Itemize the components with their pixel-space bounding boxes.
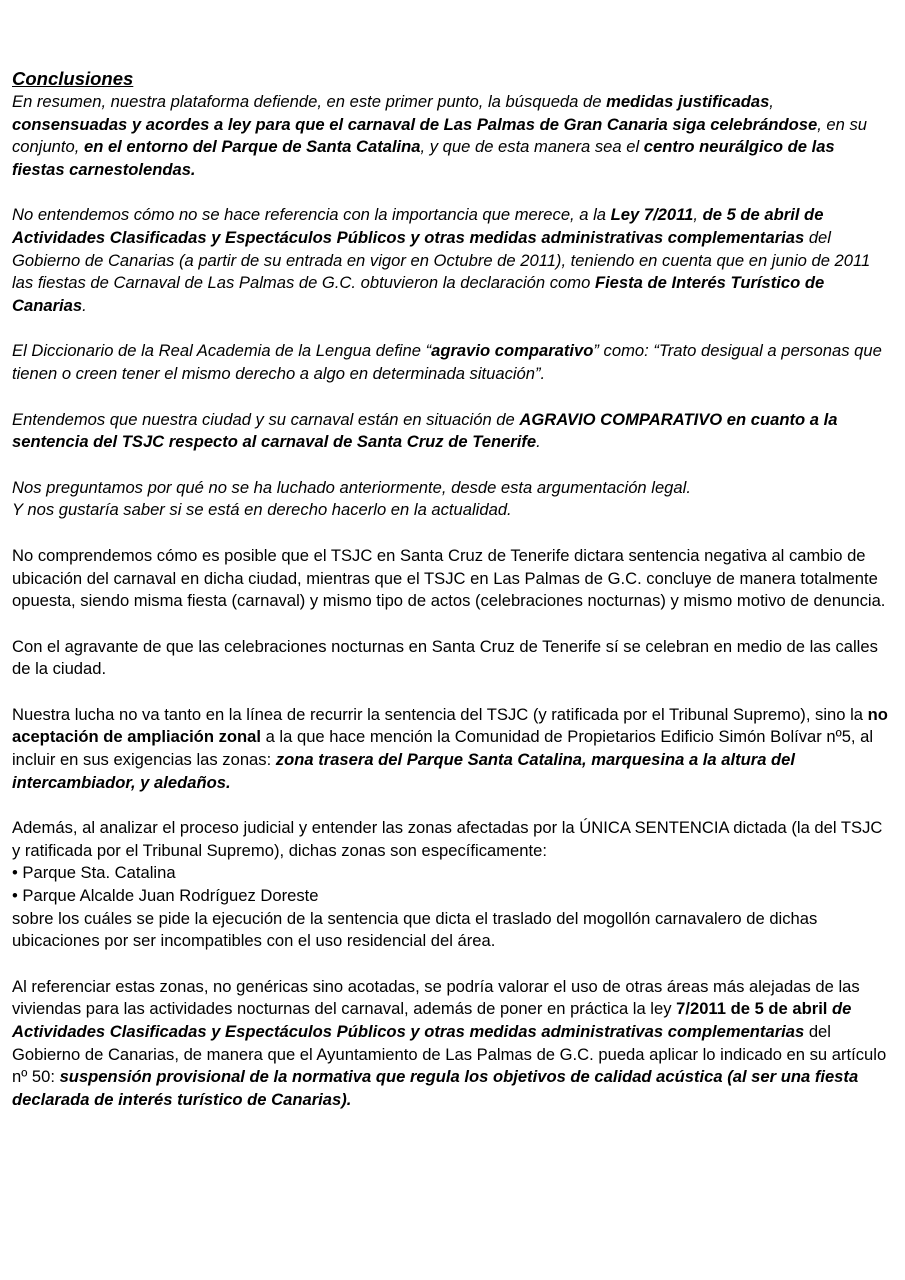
paragraph-affected-zones: Además, al analizar el proceso judicial y entender las zonas afectadas por la ÚNICA SENTENCIA dictada (la del TSJC y ratificada por el Tribunal Supremo), dichas zonas son específicamente: • Parque Sta. Catalina • Parque Alcalde Juan Rodríguez Doreste sobre los cuáles se pide la ejecución de la sentencia que dicta el traslado del mogollón carnavalero de dichas ubicaciones por ser incompatibles con el uso residencial del área.	[12, 817, 891, 953]
paragraph-rae-definition: El Diccionario de la Real Academia de la Lengua define “agravio comparativo” como: “Trato desigual a personas que tienen o creen tener el mismo derecho a algo en determinada situación”.	[12, 341, 882, 383]
paragraph-agravio: Entendemos que nuestra ciudad y su carnaval están en situación de AGRAVIO COMPARATIVO en cuanto a la sentencia del TSJC respecto al carnaval de Santa Cruz de Tenerife.	[12, 409, 838, 452]
list-item: • Parque Sta. Catalina	[12, 863, 176, 883]
conclusions-heading: Conclusiones	[12, 68, 134, 89]
list-item: • Parque Alcalde Juan Rodríguez Doreste	[12, 886, 319, 906]
paragraph-zonal-extension: Nuestra lucha no va tanto en la línea de recurrir la sentencia del TSJC (y ratificada por el Tribunal Supremo), sino la no aceptación de ampliación zonal a la que hace mención la Comunidad de Propietarios Edificio Simón Bolívar nº5, al incluir en sus exigencias las zonas: zona trasera del Parque Santa Catalina, marquesina a la altura del intercambiador, y aledaños.	[12, 704, 888, 792]
paragraph-agravante: Con el agravante de que las celebraciones nocturnas en Santa Cruz de Tenerife sí se celebran en medio de las calles de la ciudad.	[12, 636, 878, 679]
paragraph-tsjc-comparison: No comprendemos cómo es posible que el TSJC en Santa Cruz de Tenerife dictara sentencia negativa al cambio de ubicación del carnaval en dicha ciudad, mientras que el TSJC en Las Palmas de G.C. concluye de manera totalmente opuesta, siendo misma fiesta (carnaval) y mismo tipo de actos (celebraciones nocturnas) y mismo motivo de denuncia.	[12, 545, 886, 611]
paragraph-summary: En resumen, nuestra plataforma defiende, en este primer punto, la búsqueda de medidas justificadas, consensuadas y acordes a ley para que el carnaval de Las Palmas de Gran Canaria siga celebrándose, en su conjunto, en el entorno del Parque de Santa Catalina, y que de esta manera sea el centro neurálgico de las fiestas carnestolendas.	[12, 92, 868, 179]
paragraph-ley-7-2011: No entendemos cómo no se hace referencia con la importancia que merece, a la Ley 7/2011, de 5 de abril de Actividades Clasificadas y Espectáculos Públicos y otras medidas administrativas complementarias del Gobierno de Canarias (a partir de su entrada en vigor en Octubre de 2011), teniendo en cuenta que en junio de 2011 las fiestas de Carnaval de Las Palmas de G.C. obtuvieron la declaración como Fiesta de Interés Turístico de Canarias.	[12, 205, 871, 315]
paragraph-questions: Nos preguntamos por qué no se ha luchado anteriormente, desde esta argumentación legal. Y nos gustaría saber si se está en derecho hacerlo en la actualidad.	[12, 477, 691, 520]
paragraph-alternative-areas: Al referenciar estas zonas, no genéricas sino acotadas, se podría valorar el uso de otras áreas más alejadas de las viviendas para las actividades nocturnas del carnaval, además de poner en práctica la ley 7/2011 de 5 de abril de Actividades Clasificadas y Espectáculos Públicos y otras medidas administrativas complementarias del Gobierno de Canarias, de manera que el Ayuntamiento de Las Palmas de G.C. pueda aplicar lo indicado en su artículo nº 50: suspensión provisional de la normativa que regula los objetivos de calidad acústica (al ser una fiesta declarada de interés turístico de Canarias).	[12, 976, 887, 1109]
